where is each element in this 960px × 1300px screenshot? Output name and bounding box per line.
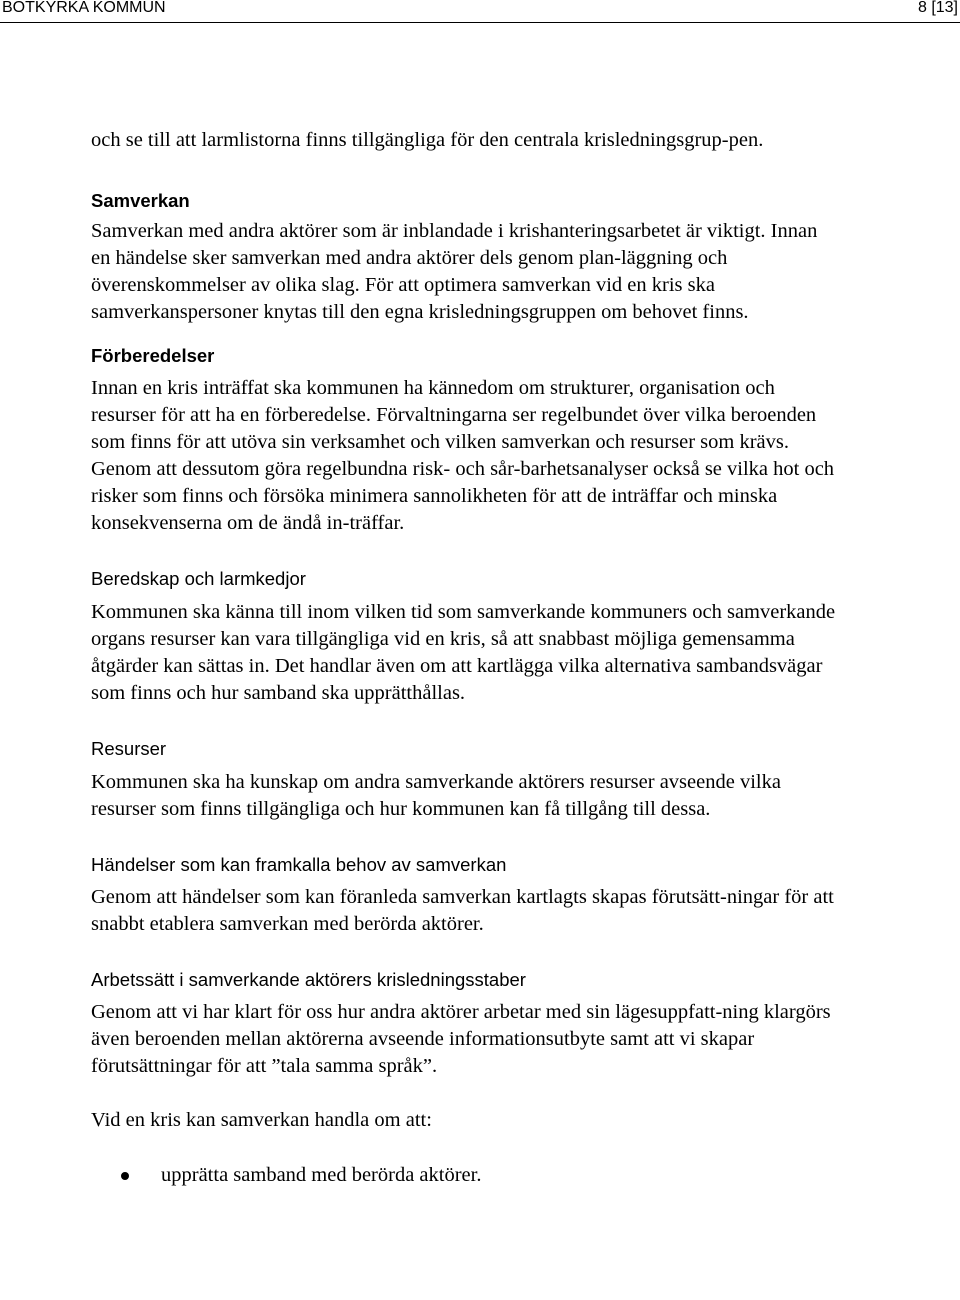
paragraph-resurser: Kommunen ska ha kunskap om andra samverkande aktörers resurser avseende vilka resurser som finns tillgängliga och hur kommunen kan få tillgång till dessa. [91, 771, 781, 820]
page-header [0, 0, 960, 23]
header-organization: BOTKYRKA KOMMUN [2, 0, 166, 16]
heading-forberedelser: Förberedelser [91, 345, 215, 366]
list-item-text: upprätta samband med berörda aktörer. [161, 1164, 482, 1186]
paragraph-beredskap: Kommunen ska känna till inom vilken tid som samverkande kommuners och samverkande organs resurser kan vara tillgängliga vid en kris, så att snabbast möjliga gemensamma åtgärder kan sättas in. Det handlar även om att kartlägga vilka alternativa sambandsvägar som finns och hur samband ska upprätthållas. [91, 601, 836, 704]
header-page-number: 8 [13] [917, 0, 958, 16]
document-body [91, 127, 851, 1189]
paragraph-handelser: Genom att händelser som kan föranleda samverkan kartlagts skapas förutsätt-ningar för att snabbt etablera samverkan med berörda aktörer. [91, 886, 834, 935]
heading-samverkan: Samverkan [91, 190, 190, 211]
heading-beredskap: Beredskap och larmkedjor [91, 568, 306, 589]
paragraph-arbetssatt: Genom att vi har klart för oss hur andra aktörer arbetar med sin lägesuppfatt-ning klargörs även beroenden mellan aktörerna avseende informationsutbyte samt att vi skapar förutsättningar för att ”tala samma språk”. [91, 1001, 831, 1077]
kris-bullet-list [91, 1162, 851, 1189]
paragraph-kris: Vid en kris kan samverkan handla om att: [91, 1109, 432, 1131]
intro-paragraph: och se till att larmlistorna finns tillgängliga för den centrala krisledningsgrup-pen. [91, 129, 764, 151]
heading-handelser: Händelser som kan framkalla behov av samverkan [91, 854, 507, 875]
heading-resurser: Resurser [91, 738, 167, 759]
paragraph-samverkan: Samverkan med andra aktörer som är inblandade i krishanteringsarbetet är viktigt. Innan en händelse sker samverkan med andra aktörer dels genom plan-läggning och överenskommelser av olika slag. För att optimera samverkan vid en kris ska samverkanspersoner knytas till den egna krisledningsgruppen om behovet finns. [91, 220, 818, 323]
paragraph-forberedelser: Innan en kris inträffat ska kommunen ha kännedom om strukturer, organisation och resurser för att ha en förberedelse. Förvaltningarna ser regelbundet över vilka beroenden som finns för att utöva sin verksamhet och vilken samverkan och resurser som krävs. Genom att dessutom göra regelbundna risk- och sår-barhetsanalyser också se vilka hot och risker som finns och försöka minimera sannolikheten för att de inträffar och minska konsekvenserna om de ändå in-träffar. [91, 377, 835, 534]
list-item [91, 1162, 851, 1189]
heading-arbetssatt: Arbetssätt i samverkande aktörers krisledningsstaber [91, 969, 526, 990]
bullet-icon [121, 1172, 129, 1180]
